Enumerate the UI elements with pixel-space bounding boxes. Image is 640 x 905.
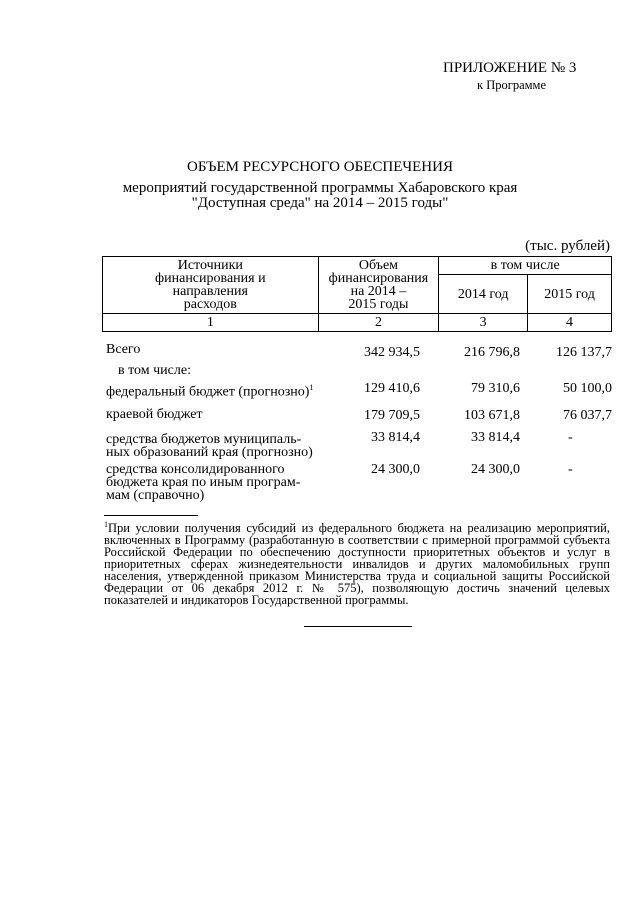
row-federal-volume: 129 410,6	[364, 381, 420, 396]
appendix-subtitle: к Программе	[477, 78, 547, 92]
header-sources-line1: Источники	[177, 258, 243, 273]
row-consolidated-2014: 24 300,0	[471, 462, 520, 477]
header-volume-line1: Объем	[358, 258, 399, 273]
header-volume	[318, 257, 439, 314]
row-regional-label: краевой бюджет	[106, 407, 203, 422]
units-label: (тыс. рублей)	[525, 238, 610, 254]
row-municipal-label	[106, 433, 313, 459]
row-consolidated-line1: средства консолидированного	[106, 462, 285, 477]
colnum-1: 1	[103, 314, 319, 332]
row-municipal-2014: 33 814,4	[471, 430, 520, 445]
document-title: ОБЪЕМ РЕСУРСНОГО ОБЕСПЕЧЕНИЯ	[187, 159, 453, 175]
including-label: в том числе:	[118, 363, 191, 378]
footnote-separator	[104, 515, 198, 516]
row-municipal-line1: средства бюджетов муниципаль-	[106, 432, 302, 447]
row-municipal-2015: -	[568, 430, 573, 445]
footnote-mark: 1	[104, 520, 108, 529]
footnote	[104, 519, 610, 606]
document-subtitle-line2: "Доступная среда" на 2014 – 2015 годы"	[191, 195, 449, 211]
header-including: в том числе	[439, 257, 612, 275]
row-federal-2014: 79 310,6	[471, 381, 520, 396]
row-total-2015: 126 137,7	[556, 345, 612, 360]
footnote-text: При условии получения субсидий из федерального бюджета на реализацию мероприятий, включенных в Программу (разработанную в соответствии с примерной программой субъекта Российской Федерации по обеспечению доступности приоритетных объектов и услуг в приоритетных сферах жизнедеятельности инвалидов и других маломобильных групп населения, утвержденной приказом Министерства труда и социальной защиты Российской Федерации от 06 декабря 2012 г. № 575), позволяющую достичь значений целевых показателей и индикаторов Государственной программы.	[104, 521, 610, 608]
header-sources-line2: финансирования и	[155, 271, 266, 286]
header-volume-line2: финансирования	[328, 271, 429, 286]
footnote-ref: 1	[309, 383, 314, 392]
row-regional-2014: 103 671,8	[464, 408, 520, 423]
document-subtitle-line1: мероприятий государственной программы Хабаровского края	[122, 180, 518, 196]
row-consolidated-label	[106, 463, 300, 502]
row-municipal-volume: 33 814,4	[371, 430, 420, 445]
colnum-3: 3	[439, 314, 528, 332]
row-total-2014: 216 796,8	[464, 345, 520, 360]
row-consolidated-2015: -	[568, 462, 573, 477]
row-federal-2015: 50 100,0	[563, 381, 612, 396]
row-consolidated-volume: 24 300,0	[371, 462, 420, 477]
end-separator	[304, 626, 412, 627]
colnum-4: 4	[528, 314, 612, 332]
row-total-volume: 342 934,5	[364, 345, 420, 360]
header-2014: 2014 год	[439, 275, 528, 314]
row-regional-2015: 76 037,7	[563, 408, 612, 423]
header-sources-line3: направления	[172, 284, 248, 299]
row-consolidated-line2: бюджета края по иным програм-	[106, 475, 301, 490]
row-federal-text: федеральный бюджет (прогнозно)	[106, 384, 310, 400]
appendix-title: ПРИЛОЖЕНИЕ № 3	[443, 60, 577, 76]
row-regional-volume: 179 709,5	[364, 408, 420, 423]
colnum-2: 2	[318, 314, 439, 332]
row-consolidated-line3: мам (справочно)	[106, 488, 205, 503]
row-municipal-line2: ных образований края (прогнозно)	[106, 445, 313, 460]
header-volume-line4: 2015 годы	[348, 297, 409, 312]
header-2015: 2015 год	[528, 275, 612, 314]
header-sources	[103, 257, 319, 314]
row-total-label: Всего	[106, 342, 141, 357]
header-volume-line3: на 2014 –	[350, 284, 407, 299]
resource-table-header	[102, 256, 612, 332]
row-federal-label	[106, 381, 313, 399]
header-sources-line4: расходов	[183, 297, 237, 312]
